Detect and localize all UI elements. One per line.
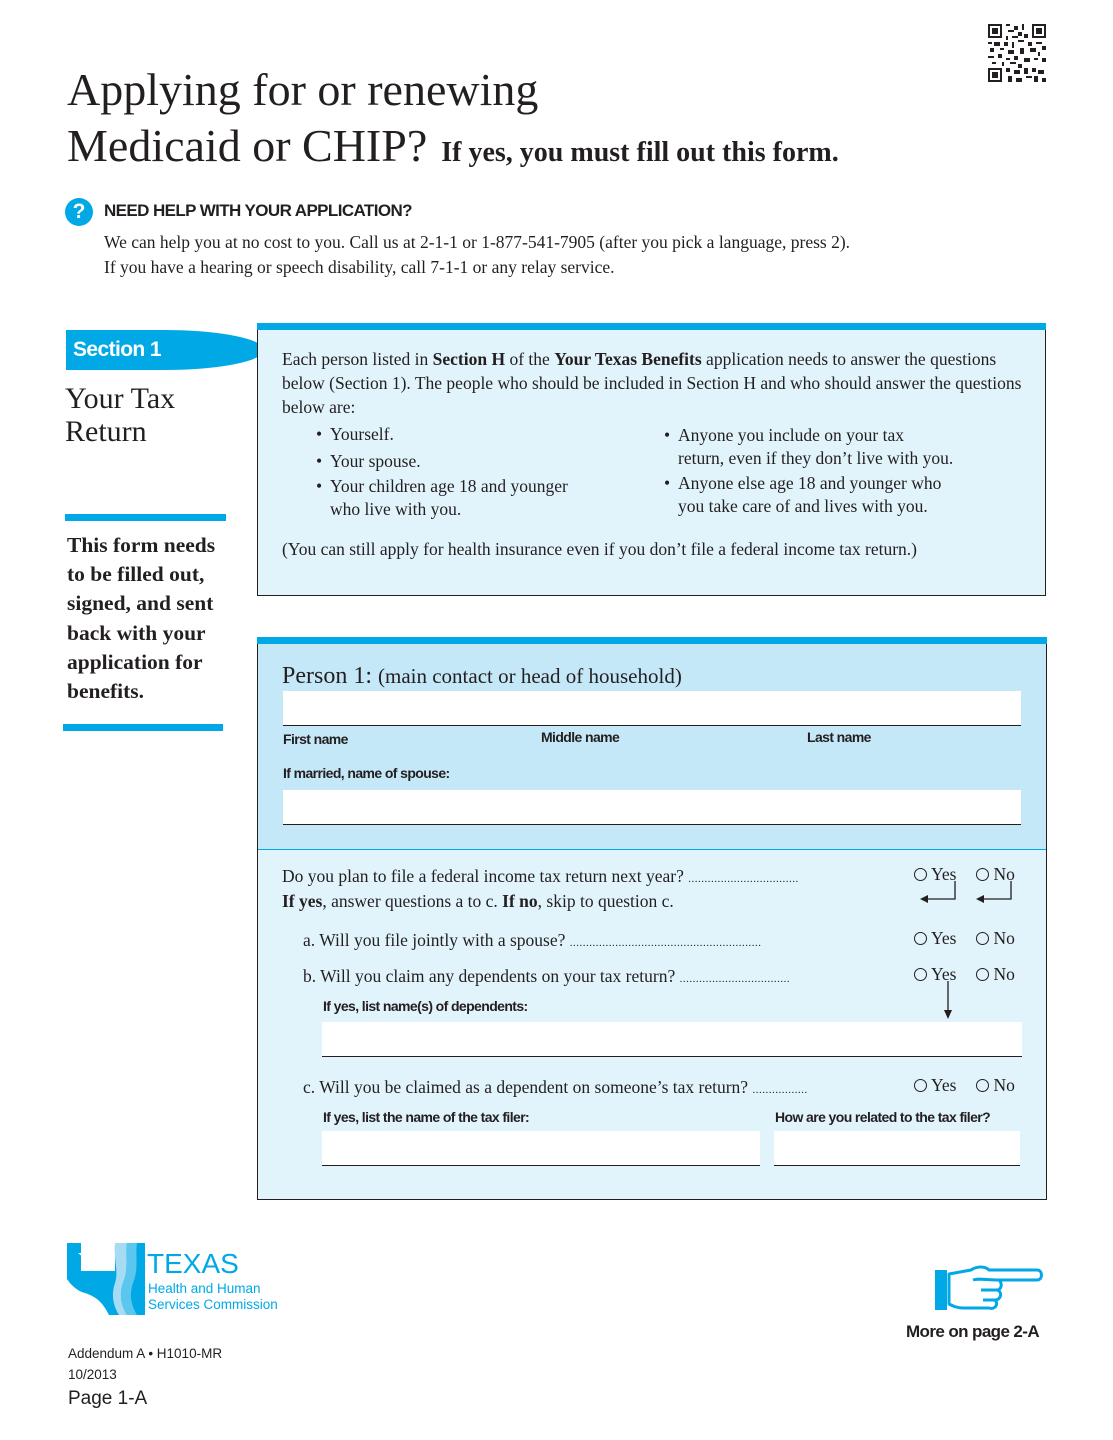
info-bold-ytb: Your Texas Benefits: [554, 349, 702, 369]
radio-circle-icon: [914, 968, 927, 981]
question-text: a. Will you file jointly with a spouse?: [303, 930, 566, 950]
hhsc-logo: [67, 1243, 297, 1318]
form-id: Addendum A • H1010-MR: [68, 1346, 223, 1361]
dot-leader: ...........................................................: [569, 937, 762, 949]
radio-label: Yes: [931, 964, 957, 984]
note-text: , skip to question c.: [537, 891, 674, 911]
radio-label: No: [993, 1075, 1015, 1095]
radio-label: No: [993, 864, 1015, 884]
tax-filer-label: If yes, list the name of the tax filer:: [323, 1109, 530, 1125]
qc-radio-group: [914, 1075, 1015, 1097]
radio-circle-icon: [914, 1079, 927, 1092]
radio-circle-icon: [976, 868, 989, 881]
question-text: c. Will you be claimed as a dependent on someone’s tax return?: [303, 1077, 749, 1097]
info-footnote: (You can still apply for health insurance even if you don’t file a federal income tax return.): [282, 539, 917, 559]
section-title-text: Your Tax Return: [65, 382, 176, 448]
note-bold: If yes: [282, 891, 323, 911]
dot-leader: ..................................: [679, 973, 791, 985]
bullet-text: Anyone you include on your tax: [678, 425, 904, 445]
bullet-text-cont: you take care of and lives with you.: [678, 496, 928, 516]
note-bold: If no: [502, 891, 538, 911]
bullet-item: • Your spouse.: [316, 451, 421, 471]
question-icon: ?: [65, 198, 93, 226]
divider-bar-bottom: [63, 724, 223, 731]
radio-label: Yes: [931, 864, 957, 884]
page-title-line1: Applying for or renewing: [67, 64, 539, 115]
qb-radio-group: [914, 964, 1015, 986]
pointing-hand-icon: [933, 1264, 1045, 1318]
tax-filer-field[interactable]: [322, 1131, 760, 1166]
bullet-text: Anyone else age 18 and younger who: [678, 473, 942, 493]
logo-line3: Services Commission: [148, 1297, 278, 1312]
person-form-box: [257, 637, 1047, 1200]
question-text: Do you plan to file a federal income tax return next year?: [282, 866, 684, 886]
info-bold-section-h: Section H: [432, 349, 506, 369]
help-heading: NEED HELP WITH YOUR APPLICATION?: [104, 201, 412, 220]
info-text: application needs to answer the questions below (Section 1). The people who should be included in Section H and who should answer the questions below are:: [282, 349, 1022, 417]
radio-label: No: [993, 964, 1015, 984]
page-number: Page 1-A: [68, 1388, 148, 1409]
page-title-main: Medicaid or CHIP?: [67, 120, 428, 171]
info-text: of the: [505, 349, 555, 369]
question-file-return: [282, 864, 799, 891]
info-box-top-bar: [257, 323, 1046, 330]
bullet-item: • Anyone you include on your tax return, even if they don’t live with you.: [664, 424, 1004, 470]
page-subtitle: If yes, you must fill out this form.: [441, 137, 839, 168]
info-text: Each person listed in: [282, 349, 433, 369]
section-label: Section 1: [73, 338, 161, 361]
qa-no-radio[interactable]: [976, 928, 1014, 949]
bullet-text-cont: return, even if they don’t live with you.: [678, 448, 954, 468]
radio-circle-icon: [914, 868, 927, 881]
info-paragraph: [282, 347, 1032, 419]
dependents-field[interactable]: [322, 1022, 1022, 1057]
radio-label: Yes: [931, 928, 957, 948]
person-title: [282, 661, 682, 691]
note-text: , answer questions a to c.: [322, 891, 503, 911]
qa-radio-group: [914, 928, 1015, 950]
radio-circle-icon: [976, 1079, 989, 1092]
help-text-line1: We can help you at no cost to you. Call us at 2-1-1 or 1-877-541-7905 (after you pick a language, press 2).: [104, 232, 851, 252]
radio-circle-icon: [976, 968, 989, 981]
spouse-name-label: If married, name of spouse:: [283, 765, 450, 781]
section-pill: [66, 330, 264, 370]
page-title-line2: [67, 120, 839, 179]
question-text: b. Will you claim any dependents on your tax return?: [303, 966, 676, 986]
last-name-label: Last name: [807, 729, 871, 745]
more-on-page-link[interactable]: More on page 2-A: [906, 1322, 1040, 1341]
divider-bar-top: [65, 514, 226, 521]
dependents-label: If yes, list name(s) of dependents:: [323, 998, 528, 1014]
logo-line2: Health and Human: [148, 1281, 261, 1296]
person-title-label: Person 1:: [282, 663, 372, 689]
bullet-text-cont: who live with you.: [330, 499, 462, 519]
question-claimed-dependent: [303, 1075, 808, 1102]
middle-name-label: Middle name: [541, 729, 620, 745]
person-title-paren: (main contact or head of household): [378, 664, 682, 688]
full-name-field[interactable]: [283, 691, 1021, 726]
info-box: [257, 323, 1046, 596]
branch-arrows-icon: [918, 881, 1028, 921]
question-file-jointly: [303, 928, 762, 955]
bullet-item: • Yourself.: [316, 424, 394, 444]
bullet-item: • Anyone else age 18 and younger who you take care of and lives with you.: [664, 472, 1004, 518]
first-name-label: First name: [283, 731, 348, 747]
qr-code-icon: [988, 24, 1046, 82]
texas-logo-icon: [67, 1243, 145, 1315]
arrow-down-icon: [938, 981, 958, 1021]
qb-no-radio[interactable]: [976, 964, 1014, 985]
radio-circle-icon: [976, 932, 989, 945]
side-note: This form needs to be filled out, signed, and sent back with your application for benefits.: [67, 533, 216, 704]
qa-yes-radio[interactable]: [914, 928, 956, 949]
dot-leader: ..................................: [688, 873, 799, 885]
spouse-name-field[interactable]: [283, 790, 1021, 825]
section-title: [65, 382, 215, 448]
help-text-line2: If you have a hearing or speech disability, call 7-1-1 or any relay service.: [104, 257, 615, 277]
relationship-field[interactable]: [774, 1131, 1020, 1166]
question-note: [282, 889, 674, 913]
form-date: 10/2013: [68, 1367, 117, 1382]
dot-leader: .................: [752, 1084, 808, 1096]
person-area: [258, 644, 1046, 850]
radio-label: Yes: [931, 1075, 957, 1095]
qc-no-radio[interactable]: [976, 1075, 1014, 1096]
question-claim-dependents: [303, 964, 790, 991]
relationship-label: How are you related to the tax filer?: [775, 1109, 991, 1125]
qc-yes-radio[interactable]: [914, 1075, 956, 1096]
radio-circle-icon: [914, 932, 927, 945]
bullet-text: Your spouse.: [330, 451, 421, 471]
bullet-text: Your children age 18 and younger: [330, 476, 568, 496]
bullet-item: • Your children age 18 and younger who live with you.: [316, 475, 616, 521]
logo-texas-text: TEXAS: [147, 1248, 239, 1279]
form-box-top-bar: [257, 637, 1047, 644]
radio-label: No: [993, 928, 1015, 948]
bullet-text: Yourself.: [330, 424, 394, 444]
